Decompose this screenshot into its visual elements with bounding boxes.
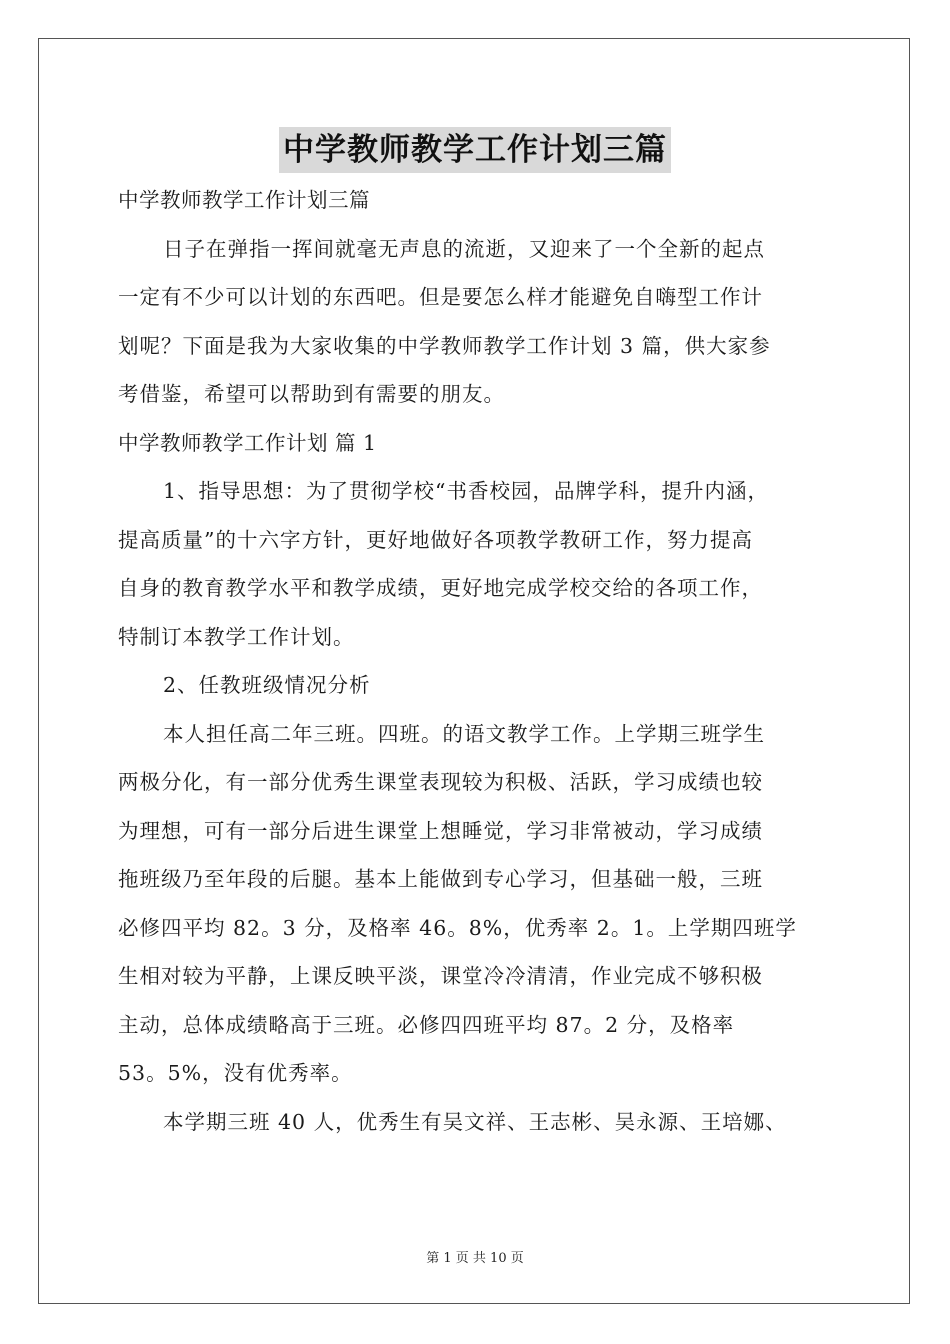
- page-footer: 第 1 页 共 10 页: [426, 1251, 524, 1266]
- intro-line-4: 考借鉴，希望可以帮助到有需要的朋友。: [118, 382, 505, 406]
- analysis-line-4: 拖班级乃至年段的后腿。基本上能做到专心学习，但基础一般，三班: [118, 867, 763, 891]
- guiding-line-1: 1、指导思想：为了贯彻学校“书香校园，品牌学科，提升内涵，: [163, 479, 770, 503]
- students-line-1: 本学期三班 40 人，优秀生有吴文祥、王志彬、吴永源、王培娜、: [163, 1109, 787, 1134]
- analysis-line-6: 生相对较为平静，上课反映平淡，课堂冷冷清清，作业完成不够积极: [118, 964, 763, 988]
- analysis-line-8: 53。5%，没有优秀率。: [118, 1061, 353, 1085]
- document-title: [0, 126, 950, 173]
- guiding-line-2: 提高质量”的十六字方针，更好地做好各项教学教研工作，努力提高: [118, 527, 753, 552]
- guiding-line-4: 特制订本教学工作计划。: [118, 624, 355, 649]
- analysis-line-3: 为理想，可有一部分后进生课堂上想睡觉，学习非常被动，学习成绩: [118, 818, 763, 843]
- document-title-text: 中学教师教学工作计划三篇: [279, 127, 671, 173]
- analysis-line-5: 必修四平均 82。3 分，及格率 46。8%，优秀率 2。1。上学期四班学: [118, 915, 797, 940]
- analysis-line-1: 本人担任高二年三班。四班。的语文教学工作。上学期三班学生: [163, 721, 765, 746]
- class-analysis-heading: 2、任教班级情况分析: [163, 673, 371, 697]
- document-body: [118, 176, 838, 1146]
- intro-line-1: 日子在弹指一挥间就毫无声息的流逝，又迎来了一个全新的起点: [163, 236, 765, 261]
- intro-line-2: 一定有不少可以计划的东西吧。但是要怎么样才能避免自嗨型工作计: [118, 285, 763, 309]
- section-heading-1: 中学教师教学工作计划 篇 1: [118, 430, 377, 455]
- guiding-line-3: 自身的教育教学水平和教学成绩，更好地完成学校交给的各项工作，: [118, 576, 763, 600]
- intro-line-3: 划呢？下面是我为大家收集的中学教师教学工作计划 3 篇，供大家参: [118, 333, 771, 358]
- analysis-line-7: 主动，总体成绩略高于三班。必修四四班平均 87。2 分，及格率: [118, 1012, 735, 1037]
- subtitle-line: 中学教师教学工作计划三篇: [118, 188, 370, 212]
- analysis-line-2: 两极分化，有一部分优秀生课堂表现较为积极、活跃，学习成绩也较: [118, 770, 763, 794]
